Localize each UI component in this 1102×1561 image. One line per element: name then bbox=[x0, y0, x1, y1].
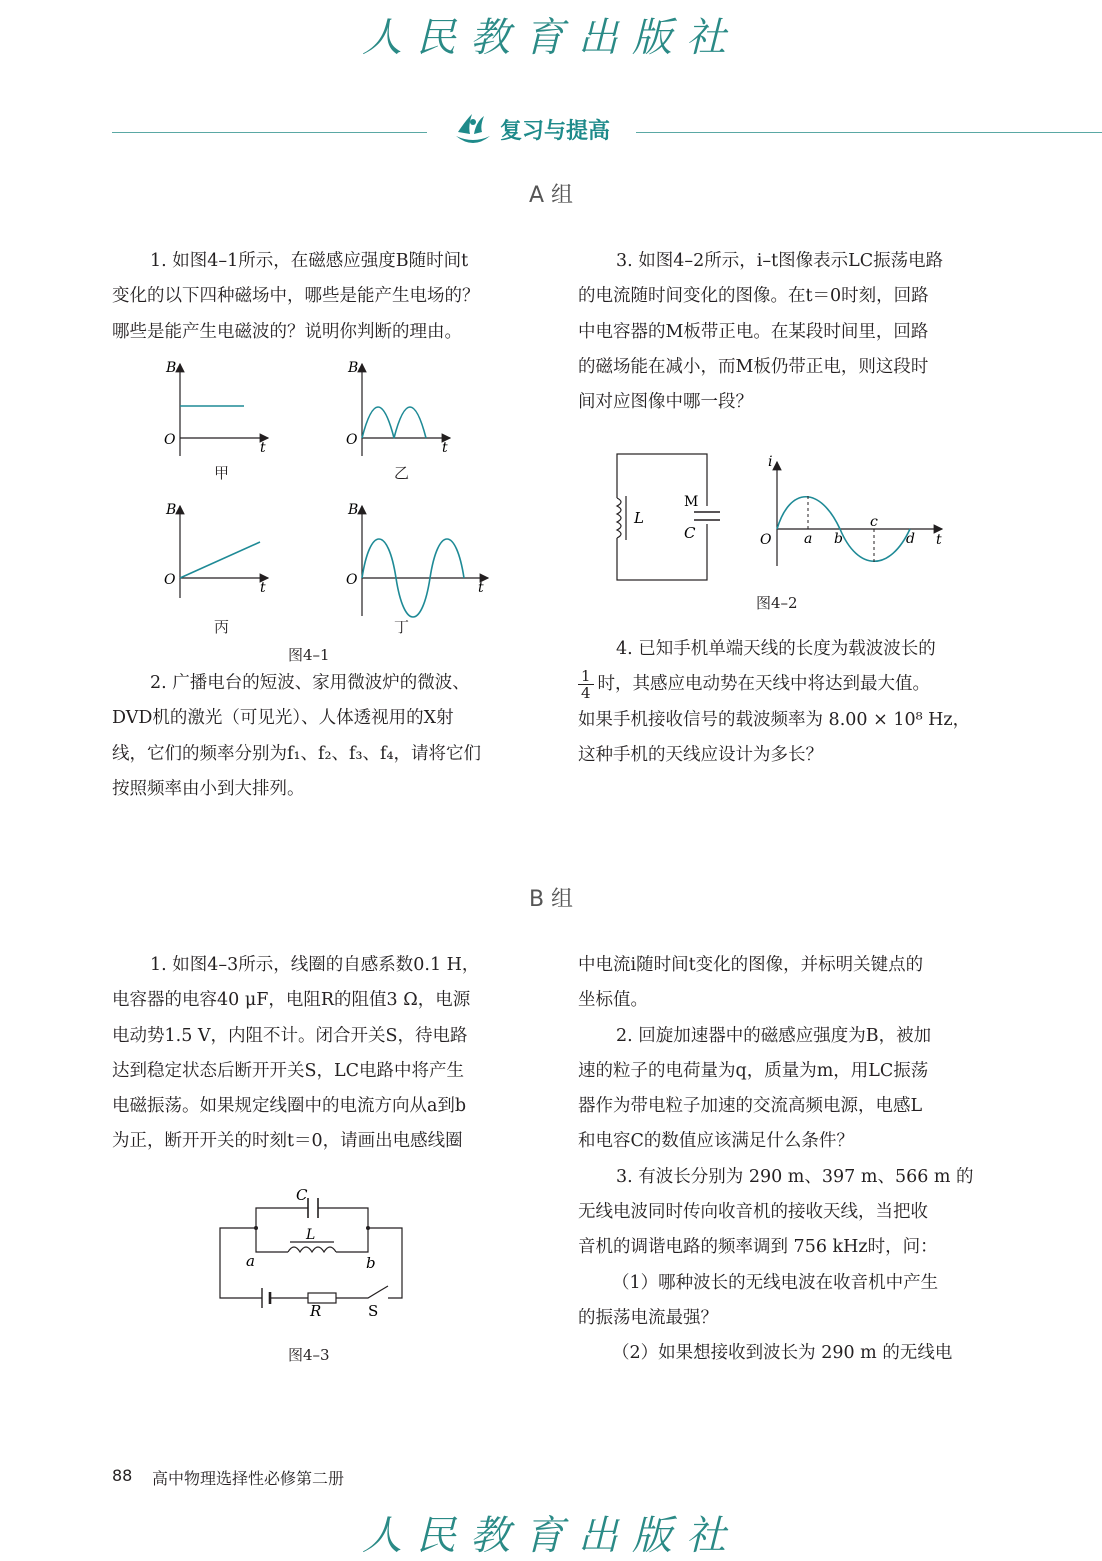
panel-label-jia: 甲 bbox=[214, 464, 230, 482]
b-q2-line: 器作为带电粒子加速的交流高频电源，电感L bbox=[578, 1096, 923, 1117]
axis-label-t: t bbox=[478, 580, 484, 596]
origin-label: O bbox=[760, 532, 772, 548]
a-q1-line: 哪些是能产生电磁波的？说明你判断的理由。 bbox=[112, 321, 462, 342]
fraction-denominator: 4 bbox=[581, 684, 591, 703]
panel-ding bbox=[346, 502, 488, 617]
review-icon bbox=[452, 110, 494, 150]
b-q1-continued: 中电流i随时间t变化的图像，并标明关键点的 bbox=[578, 955, 924, 975]
figure-4-3-caption: 图4–3 bbox=[288, 1346, 330, 1364]
label-c: C bbox=[296, 1186, 308, 1204]
axis-label-t: t bbox=[936, 532, 942, 548]
label-l: L bbox=[306, 1227, 316, 1243]
label-b: b bbox=[366, 1254, 376, 1272]
figure-4-3 bbox=[210, 1182, 420, 1322]
divider-left bbox=[112, 132, 427, 133]
origin-label: O bbox=[164, 572, 176, 588]
group-b-title: B 组 bbox=[528, 887, 574, 912]
a-q4-line bbox=[578, 667, 978, 702]
origin-label: O bbox=[346, 572, 358, 588]
inductor-label: L bbox=[634, 509, 644, 527]
book-title: 高中物理选择性必修第二册 bbox=[152, 1469, 345, 1488]
b-right-column bbox=[578, 948, 978, 1372]
origin-label: O bbox=[346, 432, 358, 448]
point-d: d bbox=[906, 531, 915, 547]
panel-label-bing: 丙 bbox=[214, 618, 230, 636]
a-q3-line: 间对应图像中哪一段？ bbox=[578, 392, 753, 413]
figure-4-1 bbox=[150, 356, 510, 646]
fraction-quarter bbox=[578, 668, 594, 701]
fraction-numerator: 1 bbox=[578, 668, 594, 685]
b-q1-line: 电动势1.5 V，内阻不计。闭合开关S，待电路 bbox=[112, 1025, 468, 1046]
a-q4-line: 这种手机的天线应设计为多长？ bbox=[578, 744, 823, 765]
label-s: S bbox=[368, 1302, 379, 1320]
label-r: R bbox=[310, 1302, 322, 1320]
a-q2-line: 线，它们的频率分别为f₁、f₂、f₃、f₄，请将它们 bbox=[112, 743, 481, 764]
point-a: a bbox=[804, 531, 813, 547]
a-q1-line: 1. 如图4–1所示，在磁感应强度B随时间t bbox=[150, 251, 469, 271]
panel-label-yi: 乙 bbox=[394, 464, 410, 482]
axis-label-t: t bbox=[260, 440, 266, 456]
b-question-1 bbox=[112, 948, 512, 1160]
a-q3-line: 的电流随时间变化的图像。在t＝0时刻，回路 bbox=[578, 286, 929, 307]
a-question-1 bbox=[112, 244, 512, 350]
axis-label-b: B bbox=[166, 502, 177, 518]
i-t-graph bbox=[760, 454, 942, 566]
b-q3-line: 音机的调谐电路的频率调到 756 kHz时，问： bbox=[578, 1237, 938, 1258]
axis-label-t: t bbox=[442, 440, 448, 456]
figure-4-2-caption: 图4–2 bbox=[756, 594, 798, 612]
panel-bing bbox=[164, 502, 268, 598]
axis-label-i: i bbox=[768, 454, 773, 470]
b-q3-sub-line: （1）哪种波长的无线电波在收音机中产生 bbox=[612, 1272, 939, 1293]
publisher-logo-bottom: 人民教育出版社 bbox=[362, 1513, 740, 1559]
axis-label-b: B bbox=[348, 502, 359, 518]
panel-yi bbox=[346, 360, 450, 456]
a-q2-line: 2. 广播电台的短波、家用微波炉的微波、 bbox=[150, 673, 470, 693]
b-q1-line: 电磁振荡。如果规定线圈中的电流方向从a到b bbox=[112, 1096, 467, 1117]
a-q3-line: 3. 如图4–2所示，i–t图像表示LC振荡电路 bbox=[616, 251, 944, 271]
b-q2-line: 速的粒子的电荷量为q，质量为m，用LC振荡 bbox=[578, 1060, 929, 1081]
point-c: c bbox=[870, 514, 878, 530]
a-question-4 bbox=[578, 632, 978, 773]
axis-label-t: t bbox=[260, 580, 266, 596]
b-q1-line: 为正，断开开关的时刻t＝0，请画出电感线圈 bbox=[112, 1131, 463, 1152]
b-q3-sub-line: （2）如果想接收到波长为 290 m 的无线电 bbox=[612, 1343, 953, 1364]
axis-label-b: B bbox=[166, 360, 177, 376]
capacitor-label: C bbox=[684, 524, 696, 542]
b-q1-line: 达到稳定状态后断开开关S，LC电路中将产生 bbox=[112, 1060, 464, 1081]
page-number: 88 bbox=[112, 1466, 133, 1485]
section-heading bbox=[0, 108, 1102, 154]
b-q3-line: 3. 有波长分别为 290 m、397 m、566 m 的 bbox=[616, 1166, 974, 1187]
b-q1-continued: 坐标值。 bbox=[578, 990, 648, 1011]
panel-jia bbox=[164, 360, 268, 456]
a-question-3 bbox=[578, 244, 978, 420]
a-q3-line: 中电容器的M板带正电。在某段时间里，回路 bbox=[578, 321, 929, 342]
b-q1-line: 1. 如图4–3所示，线圈的自感系数0.1 H， bbox=[150, 955, 480, 975]
point-b: b bbox=[834, 531, 843, 547]
publisher-logo-top: 人民教育出版社 bbox=[362, 15, 740, 61]
figure-4-2 bbox=[600, 446, 960, 592]
b-q2-line: 2. 回旋加速器中的磁感应强度为B，被加 bbox=[616, 1025, 932, 1046]
a-q4-line: 如果手机接收信号的载波频率为 8.00 × 10⁸ Hz， bbox=[578, 709, 971, 730]
b-q1-line: 电容器的电容40 μF，电阻R的阻值3 Ω，电源 bbox=[112, 990, 471, 1011]
axis-label-b: B bbox=[348, 360, 359, 376]
figure-4-1-caption: 图4–1 bbox=[288, 646, 330, 664]
a-q4-line: 4. 已知手机单端天线的长度为载波波长的 bbox=[616, 639, 936, 659]
divider-right bbox=[636, 132, 1102, 133]
lc-circuit bbox=[612, 454, 720, 580]
panel-label-ding: 丁 bbox=[394, 618, 410, 636]
b-q3-line: 无线电波同时传向收音机的接收天线，当把收 bbox=[578, 1202, 928, 1223]
origin-label: O bbox=[164, 432, 176, 448]
plate-m-label: M bbox=[684, 494, 699, 510]
a-q1-line: 变化的以下四种磁场中，哪些是能产生电场的？ bbox=[112, 286, 480, 307]
label-a: a bbox=[246, 1252, 255, 1270]
a-q2-line: 按照频率由小到大排列。 bbox=[112, 778, 305, 799]
b-q3-sub-line: 的振荡电流最强？ bbox=[578, 1307, 718, 1328]
group-a-title: A 组 bbox=[528, 183, 574, 208]
a-q3-line: 的磁场能在减小，而M板仍带正电，则这段时 bbox=[578, 356, 929, 377]
a-question-2 bbox=[112, 666, 512, 807]
a-q4-line-2: 时，其感应电动势在天线中将达到最大值。 bbox=[597, 674, 931, 695]
a-q2-line: DVD机的激光（可见光）、人体透视用的X射 bbox=[112, 708, 454, 729]
b-q2-line: 和电容C的数值应该满足什么条件？ bbox=[578, 1131, 854, 1152]
section-title: 复习与提高 bbox=[500, 119, 611, 144]
